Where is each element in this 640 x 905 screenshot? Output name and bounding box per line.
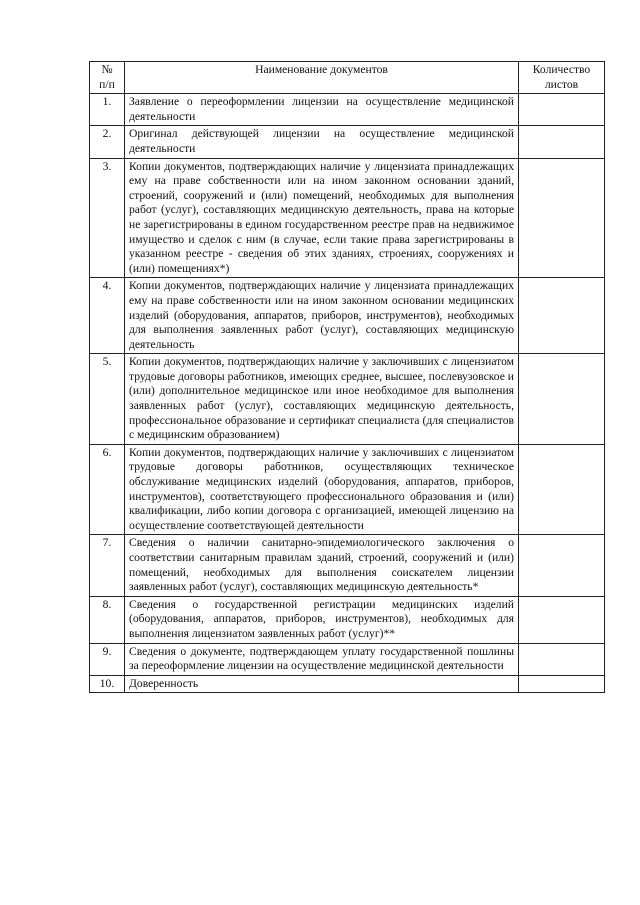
- row-number: 10.: [90, 675, 125, 693]
- row-document-name: Копии документов, подтверждающих наличие у лицензиата принадлежащих ему на праве собственности или на ином законном основании медицинских изделий (оборудования, аппаратов, приборов, инструментов), необходимых для выполнения заявленных работ (услуг), составляющих медицинскую деятельность: [125, 278, 519, 354]
- row-document-name: Сведения о документе, подтверждающем уплату государственной пошлины за переоформление лицензии на осуществление медицинской деятельности: [125, 643, 519, 675]
- header-number-line2: п/п: [99, 77, 115, 91]
- row-sheet-count[interactable]: [519, 675, 605, 693]
- row-document-name: Копии документов, подтверждающих наличие у заключивших с лицензиатом трудовые договоры работников, имеющих среднее, высшее, послевузовское и (или) дополнительное медицинское или иное необходимое для выполнения заявленных работ (услуг), составляющих медицинскую деятельность, профессиональное образование и сертификат специалиста (для специалистов с медицинским образованием): [125, 354, 519, 445]
- row-sheet-count[interactable]: [519, 126, 605, 158]
- documents-table: [89, 61, 605, 693]
- row-number: 1.: [90, 94, 125, 126]
- table-row: [90, 675, 605, 693]
- row-number: 6.: [90, 444, 125, 535]
- row-document-name: Заявление о переоформлении лицензии на осуществление медицинской деятельности: [125, 94, 519, 126]
- row-number: 9.: [90, 643, 125, 675]
- row-document-name: Копии документов, подтверждающих наличие у заключивших с лицензиатом трудовые договоры работников, осуществляющих техническое обслуживание медицинских изделий (оборудования, аппаратов, приборов, инструментов), соответствующего профессионального образования и (или) квалификации, либо копии договора с организацией, имеющей лицензию на осуществление соответствующей деятельности: [125, 444, 519, 535]
- row-sheet-count[interactable]: [519, 354, 605, 445]
- row-number: 7.: [90, 535, 125, 596]
- table-row: [90, 94, 605, 126]
- header-sheet-count: [519, 62, 605, 94]
- row-document-name: Оригинал действующей лицензии на осуществление медицинской деятельности: [125, 126, 519, 158]
- row-number: 4.: [90, 278, 125, 354]
- row-sheet-count[interactable]: [519, 444, 605, 535]
- row-sheet-count[interactable]: [519, 643, 605, 675]
- table-row: [90, 278, 605, 354]
- row-number: 3.: [90, 158, 125, 278]
- row-sheet-count[interactable]: [519, 278, 605, 354]
- row-sheet-count[interactable]: [519, 94, 605, 126]
- row-number: 8.: [90, 596, 125, 643]
- row-document-name: Доверенность: [125, 675, 519, 693]
- header-number: [90, 62, 125, 94]
- row-document-name: Копии документов, подтверждающих наличие у лицензиата принадлежащих ему на праве собственности или на ином законном основании зданий, строений, сооружений и (или) помещений, необходимых для выполнения работ (услуг), составляющих медицинскую деятельность, права на которые не зарегистрированы в едином государственном реестре прав на недвижимое имущество и сделок с ним (в случае, если такие права зарегистрированы в указанном реестре - сведения об этих зданиях, строениях, сооружениях и (или) помещениях*): [125, 158, 519, 278]
- table-header-row: [90, 62, 605, 94]
- row-sheet-count[interactable]: [519, 158, 605, 278]
- row-number: 5.: [90, 354, 125, 445]
- row-number: 2.: [90, 126, 125, 158]
- table-row: [90, 158, 605, 278]
- row-sheet-count[interactable]: [519, 596, 605, 643]
- row-document-name: Сведения о наличии санитарно-эпидемиологического заключения о соответствии санитарным правилам зданий, строений, сооружений и (или) помещений, необходимых для выполнения соискателем лицензии заявленных работ (услуг), составляющих медицинскую деятельность*: [125, 535, 519, 596]
- header-sheet-count-line2: листов: [544, 77, 579, 91]
- table-row: [90, 126, 605, 158]
- table-row: [90, 354, 605, 445]
- header-number-line1: №: [101, 63, 113, 76]
- table-row: [90, 596, 605, 643]
- table-row: [90, 444, 605, 535]
- header-document-name: Наименование документов: [125, 62, 519, 94]
- table-row: [90, 535, 605, 596]
- table-body: [90, 94, 605, 693]
- row-document-name: Сведения о государственной регистрации медицинских изделий (оборудования, аппаратов, приборов, инструментов), необходимых для выполнения лицензиатом заявленных работ (услуг)**: [125, 596, 519, 643]
- row-sheet-count[interactable]: [519, 535, 605, 596]
- header-sheet-count-line1: Количество: [532, 63, 591, 76]
- table-row: [90, 643, 605, 675]
